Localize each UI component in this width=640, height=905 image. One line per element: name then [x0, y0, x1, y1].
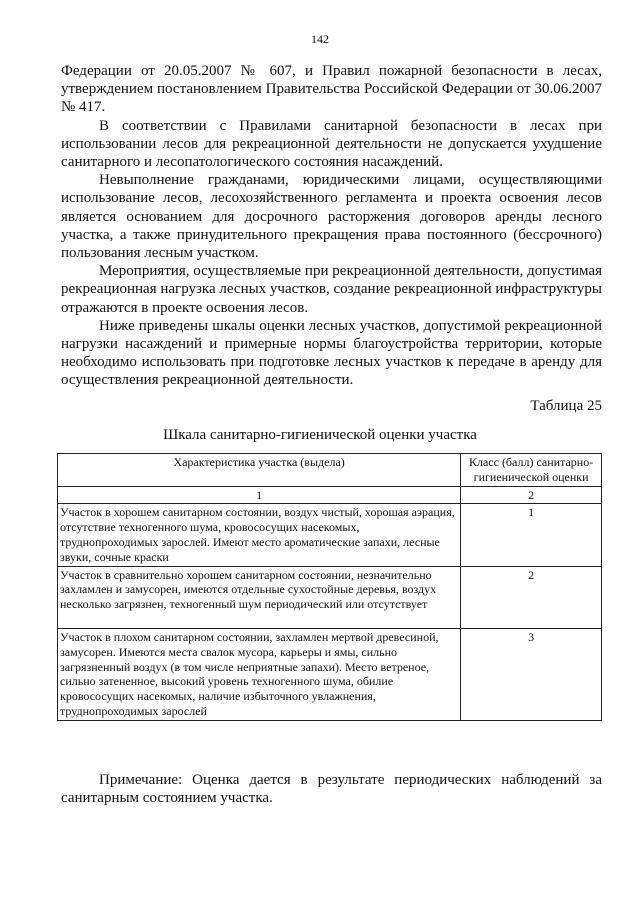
row-class: 1	[461, 504, 602, 566]
paragraph: Ниже приведены шкалы оценки лесных участков, допустимой рекреационной нагрузки насаждений и примерные нормы благоустройства территории, которые необходимо использовать при подготовке лесных участков к передаче в аренду для осуществления рекреационной деятельности.	[61, 317, 602, 389]
header-class: Класс (балл) санитарно-гигиенической оценки	[461, 454, 602, 487]
row-description-text: Участок в хорошем санитарном состоянии, воздух чистый, хорошая аэрация, отсутствие техногенного шума, кровососущих насекомых, труднопроходимых зарослей. Имеют место ароматические запахи, лесные звуки, сочные краски	[60, 505, 455, 564]
column-number: 1	[58, 486, 461, 504]
table-row	[58, 628, 602, 720]
table-label: Таблица 25	[530, 398, 602, 414]
body-text	[61, 62, 602, 390]
sanitary-score-table	[57, 453, 602, 721]
row-description	[58, 504, 461, 566]
row-class: 3	[461, 628, 602, 720]
column-number-row	[58, 486, 602, 504]
table-title: Шкала санитарно-гигиенической оценки участка	[163, 427, 477, 443]
header-description: Характеристика участка (выдела)	[58, 454, 461, 487]
row-description-text: Участок в сравнительно хорошем санитарном состоянии, незначительно захламлен и замусорен, имеются отдельные сухостойные деревья, воздух несколько загрязнен, техногенный шум периодический или отсутствует	[60, 567, 437, 612]
page-number: 142	[311, 32, 329, 46]
row-spacer	[60, 612, 458, 627]
row-description-text: Участок в плохом санитарном состоянии, захламлен мертвой древесиной, замусорен. Имеются места свалок мусора, карьеры и ямы, сильно загрязненный воздух (в том числе неприятные запахи). Место ветреное, сильно затененное, высокий уровень техногенного шума, обилие кровососущих насекомых, наличие избыточного увлажнения, труднопроходимых зарослей	[60, 629, 439, 718]
row-class: 2	[461, 566, 602, 628]
row-description	[58, 566, 461, 628]
paragraph-continuation: Федерации от 20.05.2007 № 607, и Правил пожарной безопасности в лесах, утверждением постановлением Правительства Российской Федерации от 30.06.2007 № 417.	[61, 63, 602, 116]
column-number: 2	[461, 486, 602, 504]
table-row	[58, 566, 602, 628]
row-description	[58, 628, 461, 720]
table-note: Примечание: Оценка дается в результате периодических наблюдений за санитарным состоянием участка.	[61, 772, 602, 807]
paragraph: Невыполнение гражданами, юридическими лицами, осуществляющими использование лесов, лесохозяйственного регламента и проекта освоения лесов является основанием для досрочного расторжения договоров аренды лесного участка, а также принудительного прекращения права постоянного (бессрочного) пользования лесным участком.	[61, 172, 602, 262]
paragraph: Мероприятия, осуществляемые при рекреационной деятельности, допустимая рекреационная нагрузка лесных участков, создание рекреационной инфраструктуры отражаются в проекте освоения лесов.	[61, 263, 602, 316]
table-row	[58, 504, 602, 566]
table-header-row	[58, 454, 602, 487]
paragraph: В соответствии с Правилами санитарной безопасности в лесах при использовании лесов для рекреационной деятельности не допускается ухудшение санитарного и лесопатологического состояния насаждений.	[61, 117, 602, 171]
